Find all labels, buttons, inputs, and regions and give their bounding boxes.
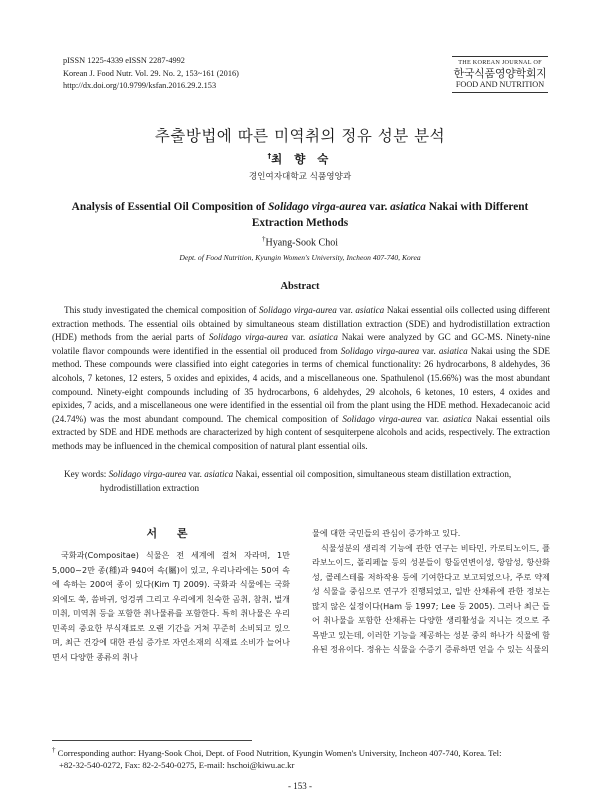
abstract-text: Nakai essential oils extracted by SDE and HDE methods are characterized by high content of sesquiterpene alcohols and acids, respectively. The extraction methods may be influenced in the chemical composition of natural plant essential oils. [52, 413, 550, 451]
paragraph: 물에 대한 국민들의 관심이 증가하고 있다. [312, 528, 461, 538]
title-en-part2: var. [366, 201, 391, 213]
abstract-italic: asiatica [438, 345, 468, 356]
author-kr-name: 최 향 숙 [271, 152, 333, 166]
author-en-mark: † [262, 235, 266, 243]
abstract-heading: Abstract [280, 281, 320, 292]
footnote-line2: +82-32-540-0272, Fax: 82-2-540-0275, E-mail: hschoi@kiwu.ac.kr [59, 760, 295, 771]
corresponding-author-footnote [52, 744, 552, 772]
abstract-body [52, 304, 550, 454]
affiliation-kr: 경인여자대학교 식품영양과 [248, 172, 352, 182]
body-column-right [312, 526, 550, 657]
journal-name-kr: 한국식품영양학회지 [453, 67, 547, 80]
author-kr-mark: † [267, 152, 272, 161]
abstract-text: var. [419, 345, 439, 356]
footnote-text: Corresponding author: Hyang-Sook Choi, Dept. of Food Nutrition, Kyungin Women's University, Incheon 407-740, Korea. Tel: [55, 747, 502, 758]
title-en-part1: Analysis of Essential Oil Composition of [71, 201, 269, 213]
journal-logo [452, 56, 548, 93]
author-en [0, 235, 600, 248]
abstract-text: var. [421, 413, 443, 424]
abstract-text: Nakai using the SDE method. These compounds were classified into eight categories in terms of chemical functionality: 26 hydrocarbons, 8 aldehydes, 36 alcohols, 7 ketones, 12 esters, 5 oxides and epixides, 4 acids, and a miscellaneous one. Spathulenol (15.66%) was the most abundant compound. Ninety-eight compounds including of 35 hydrocarbons, 6 aldehydes, 29 alcohols, 6 ketones, 10 esters, 4 oxides and epixides, 7 acids, and a miscellaneous one were identified in the essential oil from the plant using the HDE method. Hexadecanoic acid (24.74%) was the most abundant compound. The chemical composition of [52, 345, 550, 424]
logo-bottom-rule [452, 92, 548, 93]
paragraph: 식물성분의 생리적 기능에 관한 연구는 비타민, 카로티노이드, 플라보노이드, 폴리페놀 등의 성분들이 항돌연변이성, 항암성, 항산화성, 콜레스테롤 저하작용 등에 기여한다고 보고되었으나, 주로 약제성 식물을 중심으로 연구가 진행되었고, 일반 산채류에 관한 정보는 많지 않은 실정이다(Ham 등 1997; Lee 등 2005). 그러나 최근 들어 취나물을 포함한 산채류는 다양한 생리활성을 지니는 것으로 주목받고 있는데, 이러한 기능을 제공하는 성분 중의 하나가 식물에 함유된 정유이다. 정유는 식물을 수증기 증류하면 얻을 수 있는 식물의 [312, 542, 550, 654]
issn-line: pISSN 1225-4339 eISSN 2287-4992 [63, 56, 185, 65]
journal-name-en-bottom: FOOD AND NUTRITION [455, 80, 545, 89]
journal-name-en-top: THE KOREAN JOURNAL OF [458, 59, 542, 66]
journal-info [63, 55, 363, 93]
keywords-italic: asiatica [204, 469, 234, 479]
keywords-line2: hydrodistillation extraction [100, 482, 200, 493]
abstract-italic: Solidago virga-aurea [340, 345, 420, 356]
section-heading-introduction: 서 론 [146, 527, 196, 540]
citation-line: Korean J. Food Nutr. Vol. 29. No. 2, 153~161 (2016) [63, 68, 239, 78]
keywords-label: Key words: [64, 469, 109, 479]
doi-link[interactable]: http://dx.doi.org/10.9799/ksfan.2016.29.2.153 [63, 81, 217, 90]
keywords-text: var. [186, 469, 205, 479]
abstract-italic: asiatica [355, 305, 385, 315]
footnote-mark: † [52, 746, 56, 754]
footnote-line1 [52, 744, 552, 759]
abstract-italic: asiatica [309, 332, 338, 343]
title-en-variety: asiatica [390, 201, 426, 213]
abstract-text: Nakai were analyzed by GC and GC-MS. Ninety-nine volatile flavor compounds were identified in the essential oil produced from [52, 332, 550, 356]
abstract-italic: Solidago virga-aurea [258, 305, 337, 315]
page-number: - 153 - [288, 781, 312, 791]
keywords [52, 468, 550, 495]
author-kr [0, 151, 600, 167]
abstract-text: var. [336, 305, 356, 315]
footnote-rule [52, 740, 252, 741]
paragraph: 국화과(Compositae) 식물은 전 세계에 걸쳐 자라며, 1만 5,000~2만 종(種)과 940여 속(屬)이 있고, 우리나라에는 50여 속에 속하는 200여 종이 있다(Kim TJ 2009). 국화과 식물에는 국화 외에도 쑥, 씀바귀, 엉겅퀴 그리고 우리에게 친숙한 곰취, 참취, 벌개미취, 미역취 등을 포함한 취나물류를 포함한다. 특히 취나물은 우리 민족의 중요한 부식재료로 오랜 기간을 거쳐 꾸준히 소비되고 있으며, 최근 건강에 대한 관심 증가로 자연소재의 식재료 소비가 늘어나면서 다양한 종류의 취나 [52, 550, 290, 662]
keywords-line1 [52, 468, 550, 482]
abstract-italic: asiatica [442, 413, 472, 424]
abstract-text: Nakai essential oils collected using different extraction methods. The essential oils obtained by simultaneous steam distillation extraction (SDE) and hydrodistillation extraction (HDE) methods from the aerial parts of [52, 305, 550, 343]
abstract-text: This study investigated the chemical composition of [64, 305, 259, 315]
abstract-text: var. [287, 332, 310, 343]
author-en-name: Hyang-Sook Choi [265, 237, 338, 249]
body-column-left [52, 548, 290, 664]
paper-title-en [70, 200, 530, 231]
paper-title-kr: 추출방법에 따른 미역취의 정유 성분 분석 [154, 127, 446, 145]
title-en-part3: Nakai with Different Extraction Methods [251, 201, 529, 229]
title-en-species: Solidago virga-aurea [268, 201, 367, 213]
affiliation-en: Dept. of Food Nutrition, Kyungin Women's University, Incheon 407-740, Korea [179, 253, 421, 262]
keywords-italic: Solidago virga-aurea [108, 469, 187, 479]
abstract-italic: Solidago virga-aurea [208, 332, 288, 343]
keywords-text: Nakai, essential oil composition, simultaneous steam distillation extraction, [233, 469, 512, 479]
abstract-italic: Solidago virga-aurea [342, 413, 422, 424]
